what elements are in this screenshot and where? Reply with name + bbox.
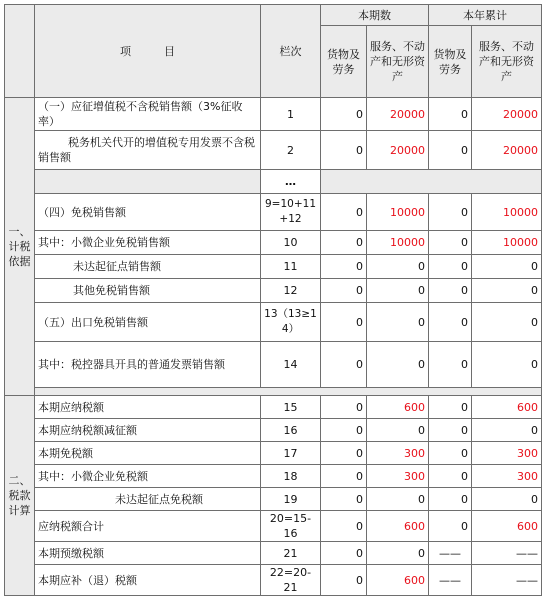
table-row: [5, 342, 542, 388]
value-goods-year: 0: [429, 98, 472, 131]
row-label: 其中：小微企业免税额: [35, 465, 261, 488]
value-goods-year: 0: [429, 442, 472, 465]
row-column-number: 14: [261, 342, 321, 388]
value-goods-year: 0: [429, 488, 472, 511]
section-label-tax-calculation: 二、税款计算: [5, 396, 35, 596]
value-services-year: 20000: [472, 131, 542, 170]
header-services: 服务、不动产和无形资产: [367, 26, 429, 98]
value-goods: 0: [321, 342, 367, 388]
value-services: 0: [367, 303, 429, 342]
value-goods: 0: [321, 303, 367, 342]
section-spacer-row: [5, 388, 542, 396]
value-services: 600: [367, 565, 429, 596]
header-row-1: [5, 5, 542, 26]
value-goods: 0: [321, 488, 367, 511]
ellipsis-right-cell: [321, 170, 542, 194]
table-row: [5, 465, 542, 488]
value-services-year: 0: [472, 255, 542, 279]
row-column-number: 20=15-16: [261, 511, 321, 542]
value-goods: 0: [321, 231, 367, 255]
value-services-year: ——: [472, 542, 542, 565]
row-column-number: 19: [261, 488, 321, 511]
value-services: 0: [367, 419, 429, 442]
table-row: [5, 131, 542, 170]
row-label: 税务机关代开的增值税专用发票不含税销售额: [35, 131, 261, 170]
row-label: 本期应纳税额: [35, 396, 261, 419]
vat-return-table: [4, 4, 542, 596]
ellipsis-left-cell: [35, 170, 261, 194]
row-label: 应纳税额合计: [35, 511, 261, 542]
table-row: [5, 488, 542, 511]
table-row: [5, 396, 542, 419]
value-goods: 0: [321, 419, 367, 442]
value-services: 0: [367, 255, 429, 279]
row-label: 未达起征点销售额: [35, 255, 261, 279]
value-goods-year: 0: [429, 419, 472, 442]
value-services: 10000: [367, 194, 429, 231]
row-label: （五）出口免税销售额: [35, 303, 261, 342]
row-column-number: 16: [261, 419, 321, 442]
value-goods: 0: [321, 194, 367, 231]
value-services-year: 300: [472, 465, 542, 488]
table-row: [5, 98, 542, 131]
ellipsis-mark: …: [261, 170, 321, 194]
value-goods-year: ——: [429, 565, 472, 596]
header-services-year: 服务、不动产和无形资产: [472, 26, 542, 98]
header-column-number: 栏次: [261, 5, 321, 98]
table-row: [5, 194, 542, 231]
table-row: [5, 231, 542, 255]
value-services: 0: [367, 342, 429, 388]
row-column-number: 1: [261, 98, 321, 131]
value-services-year: 20000: [472, 98, 542, 131]
value-goods-year: 0: [429, 303, 472, 342]
value-services: 0: [367, 279, 429, 303]
value-goods-year: 0: [429, 396, 472, 419]
value-services-year: 600: [472, 511, 542, 542]
value-services: 10000: [367, 231, 429, 255]
row-label: 其中：小微企业免税销售额: [35, 231, 261, 255]
row-column-number: 17: [261, 442, 321, 465]
value-goods-year: 0: [429, 231, 472, 255]
header-year-total: 本年累计: [429, 5, 542, 26]
value-services: 600: [367, 511, 429, 542]
header-goods-year: 货物及劳务: [429, 26, 472, 98]
value-services-year: 600: [472, 396, 542, 419]
row-column-number: 13（13≥14）: [261, 303, 321, 342]
section-label-tax-basis: 一、计税依据: [5, 98, 35, 396]
table-row: [5, 279, 542, 303]
row-column-number: 12: [261, 279, 321, 303]
value-services: 600: [367, 396, 429, 419]
row-column-number: 11: [261, 255, 321, 279]
table-row: [5, 419, 542, 442]
value-goods-year: 0: [429, 131, 472, 170]
value-services: 300: [367, 465, 429, 488]
value-goods: 0: [321, 465, 367, 488]
value-goods: 0: [321, 255, 367, 279]
table-row: [5, 255, 542, 279]
row-column-number: 22=20-21: [261, 565, 321, 596]
row-column-number: 9=10+11+12: [261, 194, 321, 231]
table-row: [5, 511, 542, 542]
value-services-year: 10000: [472, 194, 542, 231]
value-goods-year: 0: [429, 194, 472, 231]
row-column-number: 2: [261, 131, 321, 170]
row-label: 本期预缴税额: [35, 542, 261, 565]
row-column-number: 15: [261, 396, 321, 419]
value-services-year: 0: [472, 488, 542, 511]
value-goods: 0: [321, 542, 367, 565]
row-label: （一）应征增值税不含税销售额（3%征收率）: [35, 98, 261, 131]
row-label: （四）免税销售额: [35, 194, 261, 231]
table-row: [5, 542, 542, 565]
row-label: 本期应补（退）税额: [35, 565, 261, 596]
header-item: 项 目: [35, 5, 261, 98]
value-services-year: ——: [472, 565, 542, 596]
value-services-year: 10000: [472, 231, 542, 255]
row-column-number: 21: [261, 542, 321, 565]
row-column-number: 10: [261, 231, 321, 255]
tax-return-table-wrapper: [4, 4, 542, 596]
value-goods-year: 0: [429, 511, 472, 542]
value-goods-year: 0: [429, 342, 472, 388]
value-services-year: 300: [472, 442, 542, 465]
value-services-year: 0: [472, 419, 542, 442]
value-goods-year: 0: [429, 465, 472, 488]
value-services: 300: [367, 442, 429, 465]
value-goods: 0: [321, 131, 367, 170]
value-services-year: 0: [472, 303, 542, 342]
value-goods-year: ——: [429, 542, 472, 565]
value-goods: 0: [321, 511, 367, 542]
value-services: 0: [367, 542, 429, 565]
value-goods: 0: [321, 279, 367, 303]
row-label: 其中：税控器具开具的普通发票销售额: [35, 342, 261, 388]
row-label: 其他免税销售额: [35, 279, 261, 303]
row-label: 本期免税额: [35, 442, 261, 465]
value-services-year: 0: [472, 342, 542, 388]
value-goods: 0: [321, 442, 367, 465]
header-current-period: 本期数: [321, 5, 429, 26]
ellipsis-row: [5, 170, 542, 194]
value-goods: 0: [321, 396, 367, 419]
value-goods-year: 0: [429, 279, 472, 303]
row-label: 本期应纳税额减征额: [35, 419, 261, 442]
table-row: [5, 565, 542, 596]
value-goods-year: 0: [429, 255, 472, 279]
value-services: 20000: [367, 98, 429, 131]
table-row: [5, 442, 542, 465]
value-goods: 0: [321, 565, 367, 596]
value-services: 20000: [367, 131, 429, 170]
value-goods: 0: [321, 98, 367, 131]
value-services-year: 0: [472, 279, 542, 303]
header-goods: 货物及劳务: [321, 26, 367, 98]
header-corner: [5, 5, 35, 98]
value-services: 0: [367, 488, 429, 511]
row-column-number: 18: [261, 465, 321, 488]
row-label: 未达起征点免税额: [35, 488, 261, 511]
table-row: [5, 303, 542, 342]
section-spacer: [35, 388, 542, 396]
